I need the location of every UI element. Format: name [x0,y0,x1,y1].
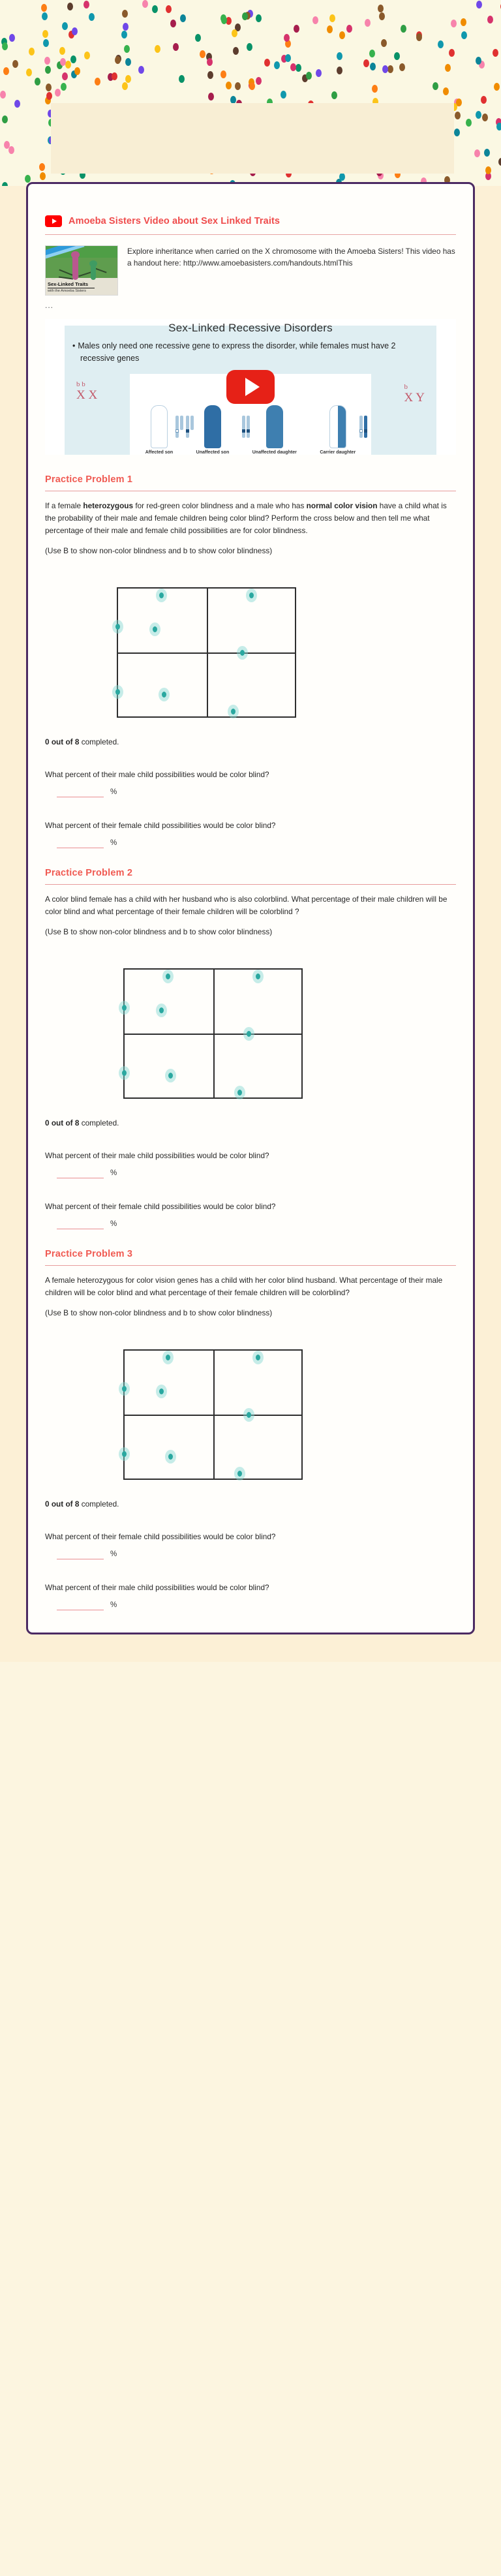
punnett-square[interactable] [123,1349,303,1480]
answer-question-label: What percent of their female child possibilities would be color blind? [45,1531,276,1541]
problem-heading: Practice Problem 3 [45,1248,133,1259]
confetti-dot [481,96,487,104]
punnett-square[interactable] [117,587,296,718]
confetti-dot [493,49,498,57]
drop-zone-top-right[interactable] [252,970,264,983]
percent-sign: % [110,1550,117,1558]
confetti-dot [485,166,491,174]
confetti-dot [138,66,144,74]
confetti-dot [180,14,186,22]
confetti-dot [125,58,131,66]
percent-answer-input[interactable] [57,786,104,797]
confetti-dot [476,57,481,65]
confetti-dot [70,55,76,63]
confetti-dot [61,83,67,91]
confetti-dot [331,91,337,99]
confetti-dot [121,31,127,38]
percent-sign: % [110,1169,117,1177]
problem-note: (Use B to show non-color blindness and b to show color blindness) [45,927,273,937]
drop-zone-cell-1[interactable] [156,1004,167,1017]
confetti-dot [461,18,466,26]
confetti-dot [3,67,9,75]
confetti-dot [55,89,61,97]
answer-input-row [45,1599,456,1610]
confetti-dot [399,63,405,71]
punnett-horizontal-divider [125,1415,301,1416]
confetti-dot [496,123,501,130]
confetti-dot [0,91,6,99]
answer-input-row [45,1548,456,1559]
answer-question-label: What percent of their male child possibilities would be color blind? [45,1582,269,1592]
confetti-dot [381,39,387,47]
answer-question-label: What percent of their female child possibilities would be color blind? [45,1201,276,1211]
drop-zone-side-bottom[interactable] [112,685,123,699]
drop-zone-cell-4[interactable] [234,1467,245,1480]
confetti-dot [220,14,226,22]
confetti-dot [306,72,312,80]
answer-input-row [45,1218,456,1229]
practice-problems-container [45,474,456,1610]
confetti-dot [62,22,68,30]
drop-zone-cell-4[interactable] [228,705,239,718]
slide-bullet-text: Males only need one recessive gene to express the disorder, while females must have 2 recessive genes [78,341,396,363]
problem-prompt: If a female heterozygous for red-green color blindness and a male who has normal color vision have a child what is the probability of their male and female children being color blind? Perform the cross below and then tell me what percentage of their male and female child possibilities are for color blindness. [45,501,447,536]
percent-answer-input[interactable] [57,1548,104,1559]
confetti-dot [170,20,176,27]
confetti-dot [329,14,335,22]
confetti-dot [8,146,14,154]
confetti-dot [173,43,179,51]
confetti-dot [62,72,68,80]
percent-answer-input[interactable] [57,1599,104,1610]
thumbnail-subtitle: with the Amoeba Sisters [48,289,87,293]
confetti-dot [40,172,46,180]
problem-heading: Practice Problem 2 [45,867,133,878]
confetti-dot [363,59,369,67]
confetti-dot [316,69,322,77]
figure-affected-son: Affected son [145,405,173,455]
confetti-dot [29,48,35,55]
confetti-dot [482,114,488,121]
play-icon[interactable] [226,370,275,404]
confetti-dot [226,82,232,89]
percent-sign: % [110,1601,117,1609]
answer-input-row [45,786,456,797]
confetti-dot [247,43,252,51]
punnett-square[interactable] [123,968,303,1099]
punnett-horizontal-divider [125,1034,301,1035]
confetti-dot [59,47,65,55]
handwritten-genotype-right: b X Y [404,383,425,405]
answer-question-label: What percent of their female child possibilities would be color blind? [45,821,276,831]
confetti-dot [451,20,457,27]
answer-block-2 [45,820,456,848]
confetti-dot [208,93,214,100]
problem-note: (Use B to show non-color blindness and b to show color blindness) [45,1308,273,1318]
video-description-text: Explore inheritance when carried on the X chromosome with the Amoeba Sisters! This video has a handout here: http://www.amoebasisters.com/handouts.htmlThis [127,247,455,268]
confetti-dot [155,45,160,53]
confetti-dot [438,40,444,48]
figure-unaffected-son: Unaffected son [196,405,230,455]
confetti-dot [200,50,205,58]
drop-zone-top-left[interactable] [162,1351,174,1364]
answer-input-row [45,1167,456,1178]
confetti-dot [26,69,32,76]
drop-zone-top-right[interactable] [246,589,257,602]
confetti-dot [372,85,378,93]
drop-zone-cell-3[interactable] [159,688,170,701]
page-wrapper [0,186,501,1662]
confetti-dot [39,163,45,171]
confetti-dot [142,0,148,8]
confetti-dot [9,34,15,42]
confetti-dot [242,12,248,20]
answer-question-label: What percent of their male child possibilities would be color blind? [45,770,269,780]
problem-prompt: A color blind female has a child with her husband who is also colorblind. What percentage of their male children will be color blind and what percentage of their female children will be colorblind ? [45,894,448,917]
drop-zone-side-top[interactable] [119,1001,130,1015]
percent-sign: % [110,788,117,797]
confetti-dot [346,25,352,33]
confetti-dot [379,12,385,20]
confetti-dot [89,13,95,21]
confetti-dot [179,75,185,83]
slide-bullet: • Males only need one recessive gene to express the disorder, while females must have 2 recessive genes [72,341,396,363]
punnett-square-area [45,955,456,1114]
confetti-dot [454,129,460,136]
confetti-dot [166,5,172,13]
confetti-dot [60,58,66,66]
confetti-dot [112,72,117,80]
confetti-dot [449,49,455,57]
confetti-dot [296,64,301,72]
confetti-dot [84,52,90,59]
video-player[interactable] [45,319,456,455]
confetti-dot [195,34,201,42]
problem-prompt: A female heterozygous for color vision genes has a child with her color blind husband. What percentage of their male children will be color blind and what percentage of their female children will be colorblind? [45,1275,443,1297]
confetti-dot [256,77,262,85]
confetti-dot [466,119,472,127]
drop-zone-top-right[interactable] [252,1351,264,1364]
drop-zone-cell-2[interactable] [243,1408,254,1422]
confetti-dot [67,3,73,10]
drop-zone-side-top[interactable] [119,1382,130,1396]
video-thumbnail[interactable] [45,245,118,296]
confetti-dot [14,100,20,108]
drop-zone-side-top[interactable] [112,620,123,634]
confetti-dot [498,158,501,166]
completion-status [45,737,456,746]
confetti-dot [44,57,50,65]
confetti-dot [369,50,375,57]
problem-heading-divider [45,1265,456,1266]
confetti-dot [445,64,451,72]
confetti-dot [42,30,48,38]
decorative-confetti-header [0,0,501,186]
confetti-dot [274,61,280,69]
confetti-dot [41,4,47,12]
drop-zone-side-bottom[interactable] [119,1447,130,1461]
drop-zone-cell-3[interactable] [165,1069,176,1082]
confetti-dot [45,66,51,74]
confetti-dot [476,1,482,8]
confetti-dot [74,67,80,75]
confetti-dot [65,61,71,69]
completion-count: 0 out of 8 [45,1499,80,1509]
confetti-dot [327,25,333,33]
completion-status [45,1118,456,1127]
slide-title: Sex-Linked Recessive Disorders [168,322,333,334]
description-truncation-ellipsis: ... [45,301,54,310]
video-heading [45,215,456,227]
confetti-dot [25,175,31,183]
drop-zone-top-left[interactable] [156,589,167,602]
confetti-dot [337,52,342,60]
confetti-dot [365,19,371,27]
confetti-dot [256,14,262,22]
confetti-dot [207,58,213,66]
completion-suffix: completed. [79,1499,119,1509]
confetti-dot [476,111,481,119]
confetti-dot [281,91,286,99]
assignment-card [26,182,475,1634]
confetti-dot [152,5,158,13]
drop-zone-cell-2[interactable] [243,1027,254,1041]
practice-problem-3 [45,1249,456,1610]
answer-block-2 [45,1201,456,1229]
answer-input-row [45,837,456,848]
header-banner-strip [51,103,454,174]
confetti-dot [123,23,129,31]
confetti-dot [2,42,8,50]
confetti-dot [46,84,52,91]
video-heading-divider [45,234,456,235]
percent-answer-input[interactable] [57,1218,104,1229]
confetti-dot [207,71,213,79]
thumbnail-title: Sex-Linked Traits [48,281,89,287]
video-description-block [45,245,456,296]
confetti-dot [443,87,449,95]
drop-zone-top-left[interactable] [162,970,174,983]
confetti-dot [264,59,270,67]
confetti-dot [124,45,130,53]
confetti-dot [474,149,480,157]
confetti-dot [455,112,461,119]
completion-suffix: completed. [79,1118,119,1128]
punnett-square-area [45,574,456,733]
confetti-dot [249,82,255,90]
drop-zone-cell-3[interactable] [165,1450,176,1464]
confetti-dot [235,82,241,90]
confetti-dot [487,16,493,23]
percent-answer-input[interactable] [57,1167,104,1178]
confetti-dot [339,31,345,39]
confetti-dot [484,149,490,157]
confetti-dot [12,60,18,68]
punnett-square-area [45,1336,456,1495]
drop-zone-cell-1[interactable] [149,622,160,636]
problem-note: (Use B to show non-color blindness and b to show color blindness) [45,546,273,556]
figure-unaffected-daughter: Unaffected daughter [252,405,297,455]
answer-block-1 [45,1150,456,1178]
video-title: Amoeba Sisters Video about Sex Linked Traits [68,216,281,226]
confetti-dot [122,82,128,90]
confetti-dot [125,75,131,83]
confetti-dot [312,16,318,24]
drop-zone-side-bottom[interactable] [119,1066,130,1080]
confetti-dot [43,39,49,47]
confetti-dot [382,65,388,73]
confetti-dot [2,182,8,186]
confetti-dot [2,115,8,123]
confetti-dot [84,1,89,8]
percent-answer-input[interactable] [57,837,104,848]
punnett-horizontal-divider [118,652,295,654]
completion-count: 0 out of 8 [45,737,80,747]
answer-block-1 [45,769,456,797]
drop-zone-cell-1[interactable] [156,1385,167,1398]
confetti-dot [35,78,40,85]
confetti-dot [42,12,48,20]
confetti-dot [370,63,376,70]
problem-heading: Practice Problem 1 [45,474,133,485]
answer-block-2 [45,1582,456,1610]
confetti-dot [232,29,237,37]
handwritten-genotype-left: b b X X [76,380,98,402]
drop-zone-cell-4[interactable] [234,1086,245,1099]
practice-problem-2 [45,868,456,1229]
answer-block-1 [45,1531,456,1559]
confetti-dot [233,47,239,55]
confetti-dot [115,56,121,64]
confetti-dot [433,82,438,90]
confetti-dot [294,25,299,33]
completion-suffix: completed. [79,737,119,747]
confetti-dot [494,83,500,91]
practice-problem-1 [45,474,456,848]
confetti-dot [401,25,406,33]
percent-sign: % [110,1219,117,1228]
confetti-dot [122,10,128,18]
confetti-dot [416,33,422,41]
youtube-icon [45,215,62,227]
confetti-dot [72,27,78,35]
completion-status [45,1499,456,1509]
percent-sign: % [110,838,117,847]
confetti-dot [378,5,384,12]
confetti-dot [337,67,342,74]
answer-question-label: What percent of their male child possibilities would be color blind? [45,1151,269,1161]
confetti-dot [46,92,52,100]
figure-carrier-daughter: Carrier daughter [320,405,356,455]
confetti-dot [461,31,467,39]
confetti-dot [220,70,226,78]
confetti-dot [95,78,100,85]
confetti-dot [285,54,291,62]
confetti-dot [394,52,400,60]
confetti-dot [339,173,345,181]
drop-zone-cell-2[interactable] [237,646,248,660]
completion-count: 0 out of 8 [45,1118,80,1128]
problem-heading-divider [45,884,456,885]
